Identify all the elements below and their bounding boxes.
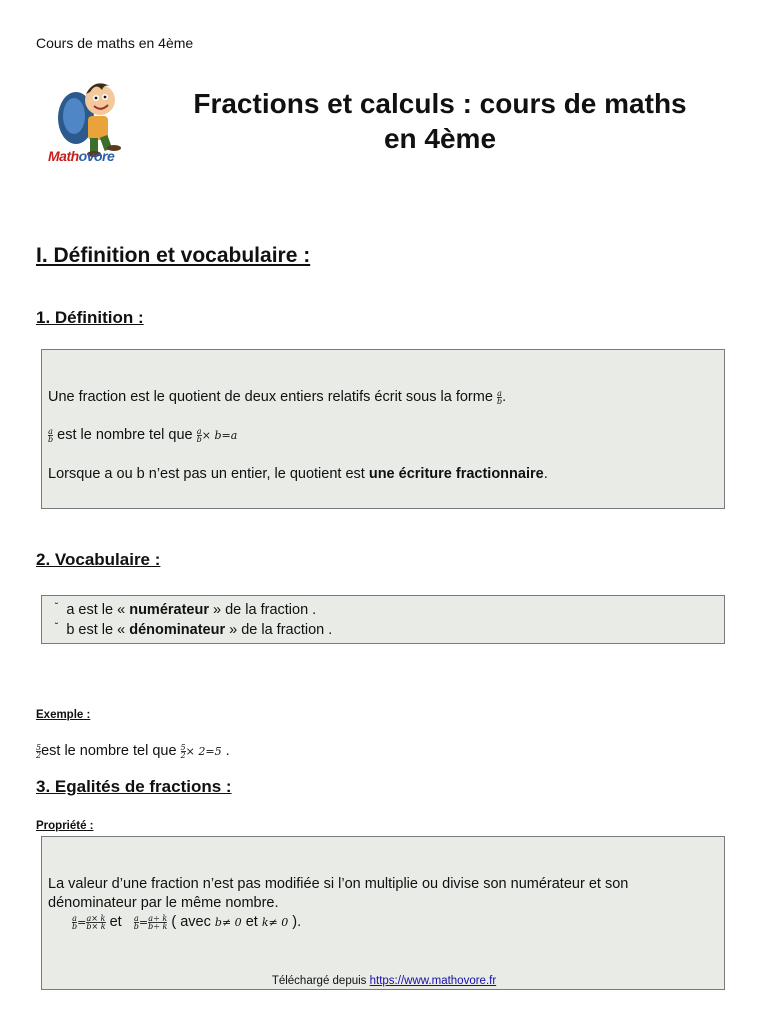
logo-text-ovore: ovore [78, 148, 115, 164]
fraction-a-div-k-over-b-div-k: $\frac{a\div k}{b\div k}$ [148, 913, 168, 931]
footer-text: Téléchargé depuis [271, 975, 370, 987]
example-line: $\frac{5}{2}$ est le nombre tel que $\frac{5}{2}$ × 2=5 . [36, 742, 230, 760]
property-text-line-1: La valeur d’une fraction n’est pas modifiée si l’on multiplie ou divise son numérateur et son [48, 876, 629, 892]
definition-box [41, 349, 725, 509]
definition-line-2-text: est le nombre tel que [57, 427, 193, 443]
property-formula: $\frac{a}{b}$ = $\frac{a\times k}{b\times k}$ et $\frac{a}{b}$ = $\frac{a\div k}{b\div k}$ ( avec b≠ 0 et k≠ 0 ). [72, 913, 302, 931]
vocabulary-item-denominator: ˘ b est le « dénominateur » de la fraction . [55, 622, 333, 638]
logo-text-math: Math [48, 148, 79, 164]
vocabulary-item-numerator: ˘ a est le « numérateur » de la fraction . [55, 602, 317, 618]
fraction-5-over-2: $\frac{5}{2}$ [36, 742, 42, 760]
fraction-a-over-b-5: $\frac{a}{b}$ [133, 913, 139, 931]
footer [0, 975, 768, 987]
fractional-writing-term: une écriture fractionnaire [368, 466, 544, 482]
mathovore-link[interactable]: https://www.mathovore.fr [369, 975, 497, 987]
mathovore-logo [44, 76, 144, 171]
vocabulary-box [41, 595, 725, 644]
definition-formula: × b=a [201, 429, 238, 442]
definition-line-2 [48, 427, 237, 443]
page-title [150, 86, 730, 156]
page-bottom-border [41, 989, 725, 990]
property-box [41, 836, 725, 990]
equalities-heading: 3. Egalités de fractions : [36, 777, 232, 796]
definition-line-3: Lorsque a ou b n’est pas un entier, le quotient est une écriture fractionnaire. [48, 466, 548, 482]
course-label: Cours de maths en 4ème [36, 35, 194, 51]
title-line-2: en 4ème [383, 123, 497, 154]
section-heading-definition-vocabulary: I. Définition et vocabulaire : [36, 244, 311, 267]
fraction-a-over-b: $\frac{a}{b}$ [496, 388, 503, 406]
property-text-line-2: dénominateur par le même nombre. [48, 895, 279, 911]
vocabulary-heading: 2. Vocabulaire : [36, 550, 161, 569]
fraction-a-over-b-4: $\frac{a}{b}$ [72, 913, 78, 931]
title-line-1: Fractions et calculs : cours de maths [193, 88, 687, 119]
property-label: Propriété : [36, 820, 94, 832]
fraction-5-over-2-b: $\frac{5}{2}$ [180, 742, 186, 760]
definition-line-1: Une fraction est le quotient de deux entiers relatifs écrit sous la forme $\frac{a}{b}$ . [48, 388, 507, 406]
example-label: Exemple : [36, 709, 91, 721]
definition-line-1-text: Une fraction est le quotient de deux entiers relatifs écrit sous la forme [48, 389, 493, 405]
fraction-a-over-b-3: $\frac{a}{b}$ [196, 426, 202, 444]
fraction-a-over-b-2: $\frac{a}{b}$ [48, 426, 54, 444]
fraction-ak-over-bk: $\frac{a\times k}{b\times k}$ [86, 913, 106, 931]
definition-heading: 1. Définition : [36, 308, 144, 327]
